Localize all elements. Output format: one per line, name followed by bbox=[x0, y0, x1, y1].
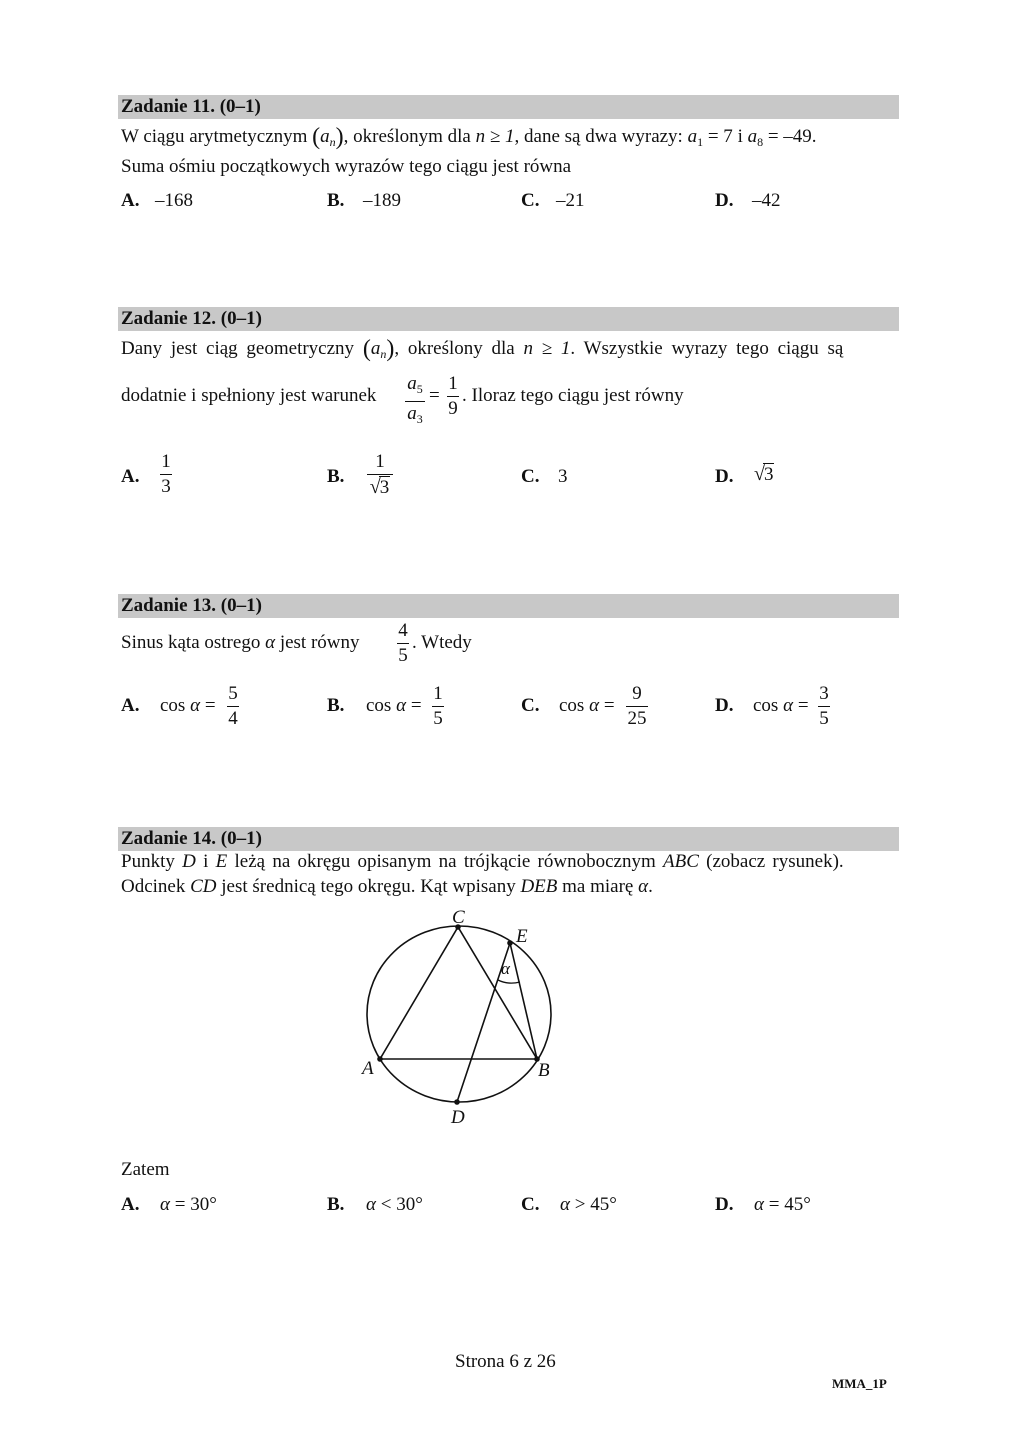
math-value: = –49. bbox=[763, 126, 817, 147]
fraction-1-over-9 bbox=[447, 373, 459, 420]
text: jest średnicą tego okręgu. Kąt wpisany bbox=[221, 876, 516, 897]
text: i bbox=[737, 126, 743, 147]
math-var: CD bbox=[190, 876, 217, 897]
task-title: Zadanie 11. (0–1) bbox=[121, 96, 261, 117]
option-value[interactable] bbox=[160, 1194, 217, 1216]
math-var: α bbox=[638, 876, 649, 897]
option-value[interactable]: –168 bbox=[155, 190, 193, 211]
math-condition: n ≥ 1 bbox=[523, 338, 571, 359]
option-value[interactable] bbox=[559, 695, 615, 717]
numerator: 1 bbox=[375, 451, 385, 472]
denominator: 5 bbox=[819, 708, 829, 729]
text: Dany jest ciąg geometryczny bbox=[121, 338, 355, 359]
math-var: a bbox=[687, 126, 698, 147]
text: . Wszystkie wyrazy tego ciągu są bbox=[570, 338, 844, 359]
numerator: 5 bbox=[228, 683, 238, 704]
numerator: 4 bbox=[398, 620, 408, 641]
text: Sinus kąta ostrego bbox=[121, 632, 261, 653]
task-title: Zadanie 13. (0–1) bbox=[121, 595, 262, 616]
denominator: 25 bbox=[627, 708, 647, 729]
triangle-abc bbox=[380, 927, 537, 1059]
point-e bbox=[507, 940, 513, 946]
equals-sign: = bbox=[599, 695, 615, 716]
numerator: 9 bbox=[632, 683, 642, 704]
fraction-a5-over-a3 bbox=[405, 373, 425, 430]
math-var: α bbox=[754, 1194, 764, 1215]
point-a bbox=[377, 1056, 383, 1062]
option-value[interactable]: –21 bbox=[556, 190, 585, 211]
math-sub: 5 bbox=[416, 382, 423, 396]
text: , dane są dwa wyrazy: bbox=[514, 126, 683, 147]
option-value[interactable] bbox=[367, 451, 393, 499]
task-statement-line bbox=[121, 851, 844, 873]
math-var: α bbox=[396, 695, 407, 716]
option-letter[interactable]: B. bbox=[327, 190, 345, 211]
text: ma miarę bbox=[562, 876, 634, 897]
math-var: a bbox=[407, 403, 417, 424]
option-value[interactable] bbox=[160, 695, 216, 717]
task-title: Zadanie 12. (0–1) bbox=[121, 308, 262, 329]
angle-alpha-arc bbox=[498, 980, 520, 983]
option-letter[interactable]: A. bbox=[121, 190, 140, 211]
math-var: ABC bbox=[662, 851, 699, 872]
text: W ciągu arytmetycznym bbox=[121, 126, 308, 147]
exam-code: MMA_1P bbox=[832, 1376, 887, 1391]
math-var: DEB bbox=[520, 876, 558, 897]
text: , określonym dla bbox=[343, 126, 471, 147]
text: i bbox=[203, 851, 209, 872]
text: , określony dla bbox=[394, 338, 515, 359]
option-letter[interactable]: B. bbox=[327, 1194, 345, 1215]
math-var: D bbox=[182, 851, 196, 872]
math-var: a bbox=[320, 126, 330, 147]
equals-sign: = bbox=[429, 385, 440, 406]
math-sub: 3 bbox=[416, 412, 423, 426]
option-letter[interactable]: C. bbox=[521, 695, 540, 716]
relation: > 45° bbox=[569, 1194, 617, 1215]
task-header bbox=[118, 594, 899, 618]
option-letter[interactable]: D. bbox=[715, 1194, 734, 1215]
option-value[interactable] bbox=[366, 1194, 423, 1216]
relation: = 45° bbox=[763, 1194, 811, 1215]
option-letter[interactable]: B. bbox=[327, 466, 345, 487]
sqrt-icon: √ bbox=[754, 463, 765, 485]
math-var: α bbox=[190, 695, 201, 716]
page-number: Strona 6 z 26 bbox=[455, 1351, 556, 1372]
task-statement-line: dodatnie i spełniony jest warunek bbox=[121, 385, 377, 406]
option-letter[interactable]: C. bbox=[521, 1194, 540, 1215]
denominator: 4 bbox=[228, 708, 238, 729]
task-statement-line: Suma ośmiu początkowych wyrazów tego ciągu jest równa bbox=[121, 156, 572, 177]
math-var: a bbox=[407, 373, 417, 394]
option-value[interactable] bbox=[160, 451, 172, 498]
text: Punkty bbox=[121, 851, 175, 872]
math-var: α bbox=[366, 1194, 376, 1215]
text: Odcinek bbox=[121, 876, 186, 897]
text: leżą na okręgu opisanym na trójkącie równobocznym bbox=[234, 851, 656, 872]
option-letter[interactable]: A. bbox=[121, 1194, 140, 1215]
relation: = 30° bbox=[169, 1194, 217, 1215]
text: cos bbox=[160, 695, 186, 716]
option-value[interactable]: 3 bbox=[558, 466, 568, 487]
option-fraction[interactable] bbox=[432, 683, 444, 730]
task-header bbox=[118, 95, 899, 119]
text: (zobacz rysunek). bbox=[706, 851, 844, 872]
math-var: a bbox=[370, 338, 381, 359]
numerator: 1 bbox=[433, 683, 443, 704]
numerator: 1 bbox=[161, 451, 171, 472]
text: . bbox=[648, 876, 653, 897]
denominator: 5 bbox=[433, 708, 443, 729]
math-sub: n bbox=[329, 135, 336, 149]
option-fraction[interactable] bbox=[818, 683, 830, 730]
point-d bbox=[454, 1099, 460, 1105]
task-title: Zadanie 14. (0–1) bbox=[121, 828, 262, 849]
label-a: A bbox=[362, 1058, 374, 1079]
option-value[interactable]: –42 bbox=[752, 190, 781, 211]
label-d: D bbox=[451, 1107, 465, 1128]
label-c: C bbox=[452, 907, 465, 928]
text: cos bbox=[753, 695, 779, 716]
option-letter[interactable]: D. bbox=[715, 190, 734, 211]
circumcircle bbox=[367, 926, 551, 1102]
math-var: a bbox=[747, 126, 758, 147]
option-value[interactable] bbox=[366, 695, 422, 717]
radicand: 3 bbox=[763, 464, 774, 485]
task-statement-line bbox=[121, 632, 360, 654]
option-letter[interactable]: D. bbox=[715, 466, 734, 487]
label-e: E bbox=[516, 926, 528, 947]
option-value[interactable] bbox=[754, 1194, 811, 1216]
math-sub: 1 bbox=[697, 135, 704, 149]
option-letter[interactable]: C. bbox=[521, 190, 540, 211]
option-value[interactable] bbox=[754, 463, 774, 486]
math-var: α bbox=[589, 695, 600, 716]
equals-sign: = bbox=[406, 695, 422, 716]
math-var: E bbox=[215, 851, 228, 872]
numerator: 1 bbox=[448, 373, 458, 394]
denominator: 5 bbox=[398, 645, 408, 666]
relation: < 30° bbox=[375, 1194, 423, 1215]
equals-sign: = bbox=[793, 695, 809, 716]
label-b: B bbox=[538, 1060, 550, 1081]
math-sub: n bbox=[380, 347, 387, 361]
math-sub: 8 bbox=[757, 135, 764, 149]
math-var: α bbox=[160, 1194, 170, 1215]
option-value[interactable] bbox=[560, 1194, 617, 1216]
task-statement-line: Dany jest ciąg geometryczny $(a_n)$, określony dla n ≥ 1. Wszystkie wyrazy tego ciągu są bbox=[121, 336, 844, 362]
task-statement-line: . Iloraz tego ciągu jest równy bbox=[462, 385, 684, 406]
math-var: α bbox=[783, 695, 794, 716]
math-var: α bbox=[265, 632, 276, 653]
circle-triangle-figure bbox=[350, 905, 570, 1130]
task-header bbox=[118, 307, 899, 331]
task-statement-line bbox=[121, 876, 653, 898]
option-letter[interactable]: C. bbox=[521, 466, 540, 487]
denominator: 3 bbox=[161, 476, 171, 497]
math-condition: n ≥ 1 bbox=[475, 126, 515, 147]
lead-text: Zatem bbox=[121, 1159, 170, 1180]
task-header bbox=[118, 827, 899, 851]
sqrt-icon: √ bbox=[369, 476, 381, 498]
text: cos bbox=[366, 695, 392, 716]
equals-sign: = bbox=[200, 695, 216, 716]
radicand: 3 bbox=[379, 477, 390, 498]
option-letter[interactable]: B. bbox=[327, 695, 345, 716]
option-fraction[interactable] bbox=[626, 683, 648, 730]
denominator: 9 bbox=[448, 398, 458, 419]
numerator: 3 bbox=[819, 683, 829, 704]
math-var: α bbox=[560, 1194, 570, 1215]
task-statement-line: W ciągu arytmetycznym $(a_n)$, określonym dla n ≥ 1, dane są dwa wyrazy: $a_1 = 7$ i $a_8 = -49$. bbox=[121, 124, 817, 150]
option-letter[interactable]: A. bbox=[121, 695, 140, 716]
option-value[interactable] bbox=[753, 695, 809, 717]
option-fraction[interactable] bbox=[227, 683, 239, 730]
option-letter[interactable]: D. bbox=[715, 695, 734, 716]
option-value[interactable]: –189 bbox=[363, 190, 401, 211]
label-alpha: α bbox=[501, 959, 510, 978]
fraction-4-over-5 bbox=[397, 620, 409, 667]
text: jest równy bbox=[279, 632, 360, 653]
text: cos bbox=[559, 695, 585, 716]
math-value: = 7 bbox=[703, 126, 733, 147]
option-letter[interactable]: A. bbox=[121, 466, 140, 487]
text: . Wtedy bbox=[412, 632, 472, 653]
